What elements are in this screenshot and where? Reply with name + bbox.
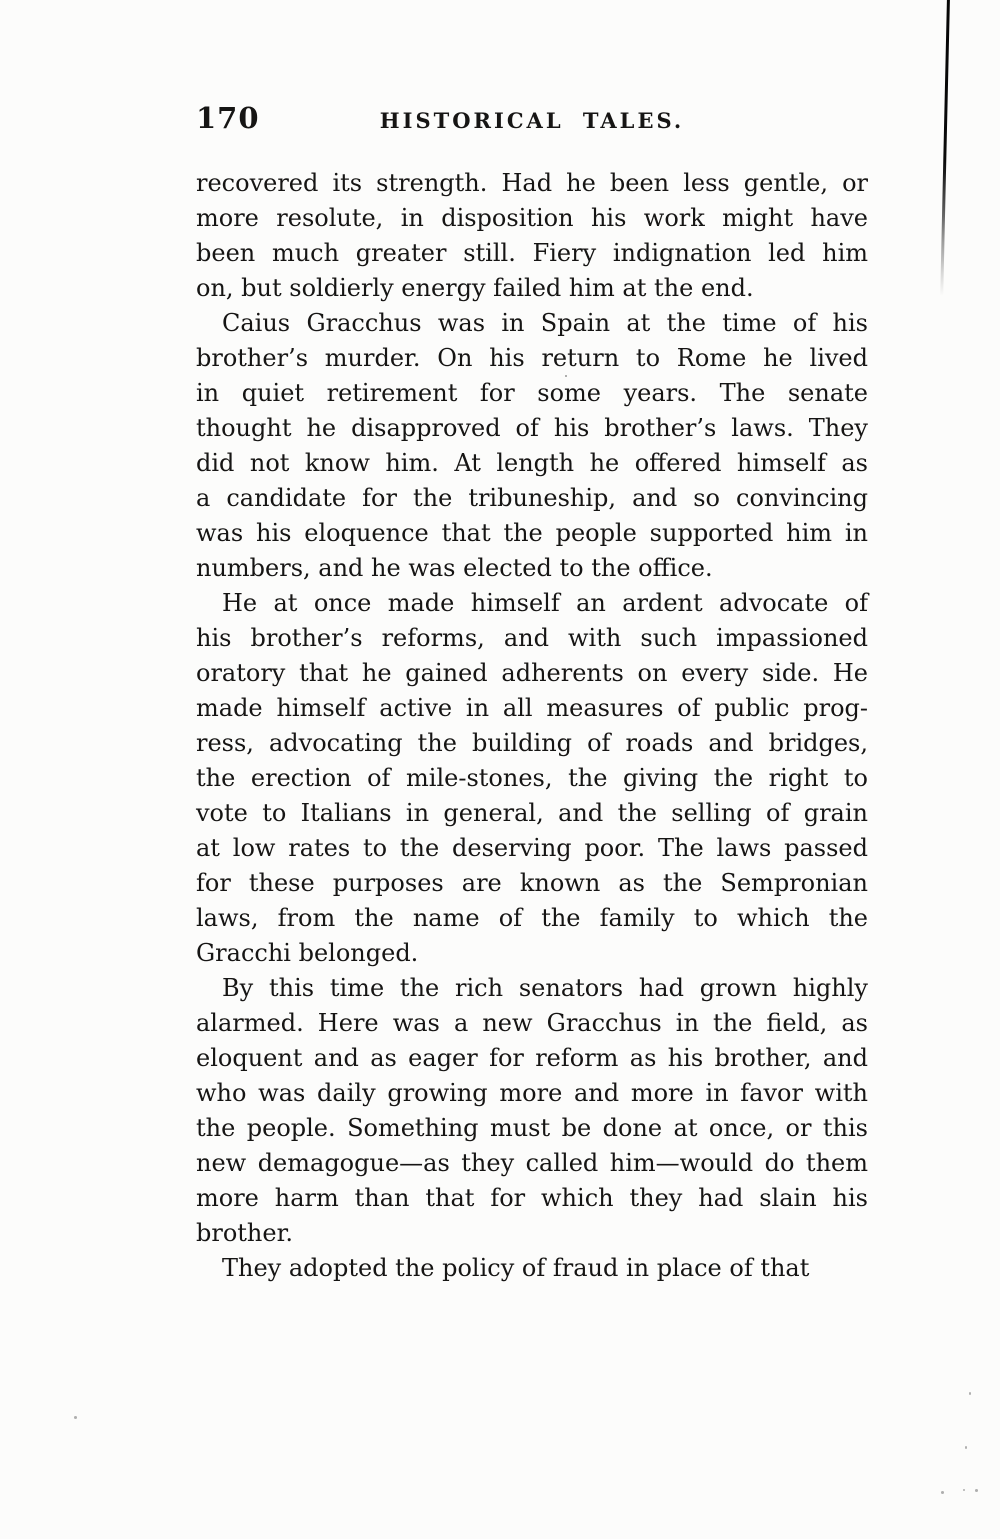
text-line: ress, advocating the building of roads and bridges, <box>196 729 868 757</box>
text-line: laws, from the name of the family to which the <box>196 904 868 932</box>
page-header <box>196 103 868 139</box>
scan-speckle <box>965 1446 967 1449</box>
text-line: Gracchi belonged. <box>196 939 419 967</box>
text-line: By this time the rich senators had grown highly <box>222 974 868 1002</box>
paragraph <box>196 306 868 586</box>
scan-speckle <box>975 1489 978 1492</box>
scan-speckle <box>969 1392 971 1395</box>
text-line: numbers, and he was elected to the office. <box>196 554 713 582</box>
scan-speckle <box>963 1489 965 1491</box>
text-line: recovered its strength. Had he been less gentle, or <box>196 169 868 197</box>
text-line: did not know him. At length he offered himself as <box>196 449 868 477</box>
text-line: was his eloquence that the people supported him in <box>196 519 868 547</box>
text-line: Caius Gracchus was in Spain at the time of his <box>222 309 868 337</box>
scan-speckle <box>74 1416 77 1419</box>
text-line: brother’s murder. On his return to Rome he lived <box>196 344 868 372</box>
text-line: vote to Italians in general, and the selling of grain <box>196 799 868 827</box>
text-line: for these purposes are known as the Sempronian <box>196 869 868 897</box>
text-line: thought he disapproved of his brother’s laws. They <box>196 414 868 442</box>
text-line: at low rates to the deserving poor. The laws passed <box>196 834 868 862</box>
text-line: his brother’s reforms, and with such impassioned <box>196 624 868 652</box>
text-line: on, but soldierly energy failed him at the end. <box>196 274 754 302</box>
text-line: eloquent and as eager for reform as his brother, and <box>196 1044 868 1072</box>
text-line: oratory that he gained adherents on every side. He <box>196 659 868 687</box>
paragraph <box>196 586 868 971</box>
page-number: 170 <box>196 101 260 135</box>
text-line: who was daily growing more and more in favor with <box>196 1079 868 1107</box>
scan-speckle <box>941 1491 944 1494</box>
text-line: new demagogue—as they called him—would do them <box>196 1149 868 1177</box>
text-line: brother. <box>196 1219 294 1247</box>
paragraph <box>196 1251 868 1286</box>
text-line: a candidate for the tribuneship, and so convincing <box>196 484 868 512</box>
text-line: made himself active in all measures of public prog- <box>196 694 868 722</box>
text-line: the people. Something must be done at once, or this <box>196 1114 868 1142</box>
text-line: in quiet retirement for some years. The senate <box>196 379 868 407</box>
paragraph <box>196 166 868 306</box>
scan-speckle <box>565 375 567 377</box>
paragraph <box>196 971 868 1251</box>
page-body <box>196 166 868 1286</box>
text-line: alarmed. Here was a new Gracchus in the field, as <box>196 1009 868 1037</box>
text-line: He at once made himself an ardent advocate of <box>222 589 868 617</box>
running-title: HISTORICAL TALES. <box>379 108 685 133</box>
scan-artifact-line <box>940 0 950 296</box>
text-line: been much greater still. Fiery indignation led him <box>196 239 868 267</box>
text-line: the erection of mile-stones, the giving the right to <box>196 764 868 792</box>
text-line: more resolute, in disposition his work might have <box>196 204 868 232</box>
text-line: They adopted the policy of fraud in place of that <box>222 1254 810 1282</box>
text-line: more harm than that for which they had slain his <box>196 1184 868 1212</box>
